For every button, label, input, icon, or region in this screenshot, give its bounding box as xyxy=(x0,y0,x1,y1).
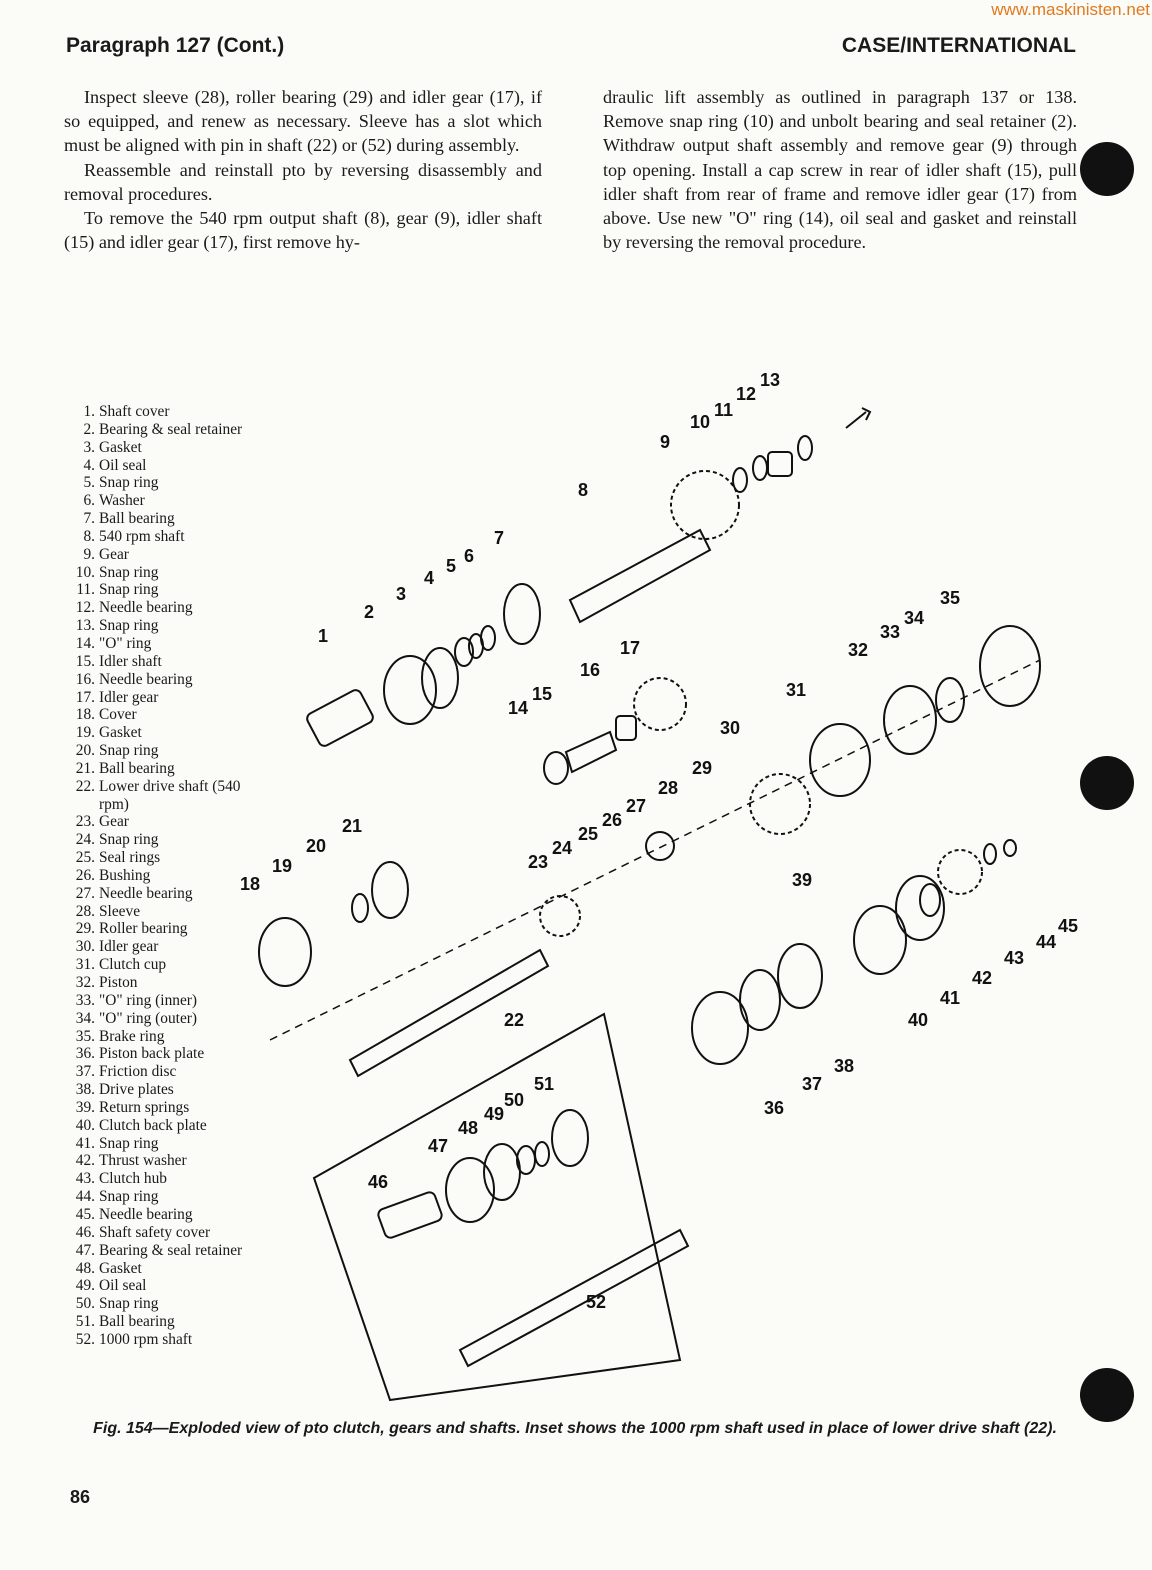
callout-34: 34 xyxy=(904,608,925,628)
legend-text: Seal rings xyxy=(99,849,161,867)
callout-1: 1 xyxy=(318,626,329,646)
callout-9: 9 xyxy=(660,432,671,452)
legend-number: 1. xyxy=(83,403,95,420)
body-paragraph: draulic lift assembly as outlined in paragraph 137 or 138. Remove snap ring (10) and unbolt bearing and seal retainer (2). Withdraw output shaft assembly and remove gear (9) through top opening. Install a cap screw in rear of idler shaft (15), pull idler shaft from rear of frame and remove idler gear (17) from above. Use new "O" ring (14), oil seal and gasket and reinstall by reversing the removal procedure. xyxy=(603,87,1077,253)
callout-13: 13 xyxy=(760,370,781,390)
callout-16: 16 xyxy=(580,660,601,680)
callout-27: 27 xyxy=(626,796,647,816)
bearing-retainer-part xyxy=(384,656,436,724)
legend-text: Needle bearing xyxy=(99,884,193,902)
callout-33: 33 xyxy=(880,622,901,642)
callout-8: 8 xyxy=(578,480,589,500)
legend-number: 40. xyxy=(75,1116,95,1134)
legend-text: Gear xyxy=(99,813,129,831)
legend-text: Sleeve xyxy=(99,902,141,920)
legend-number: 12. xyxy=(75,599,95,617)
legend-text: Ball bearing xyxy=(99,759,175,777)
figure-caption: Fig. 154—Exploded view of pto clutch, gears and shafts. Inset shows the 1000 rpm shaft used in place of lower drive shaft (22). xyxy=(93,1420,1057,1437)
idler-gear-part xyxy=(750,774,810,834)
legend-number: 35. xyxy=(75,1027,95,1045)
legend-text: Drive plates xyxy=(99,1081,174,1099)
legend-number: 36. xyxy=(75,1045,95,1063)
callout-52: 52 xyxy=(586,1292,607,1312)
shaft-1000-part xyxy=(460,1230,688,1366)
washer-part xyxy=(481,626,495,650)
piston-part xyxy=(884,686,936,754)
legend-text: Snap ring xyxy=(99,1295,159,1313)
ball-bearing-part xyxy=(504,584,540,644)
text-column-left xyxy=(64,85,542,254)
legend-text: Needle bearing xyxy=(99,599,193,617)
legend-text: Snap ring xyxy=(99,1134,159,1152)
callout-15: 15 xyxy=(532,684,553,704)
callout-labels xyxy=(240,370,1078,1312)
legend-text: Oil seal xyxy=(99,456,147,474)
legend-number: 34. xyxy=(75,1009,95,1027)
legend-number: 26. xyxy=(75,866,95,884)
legend-number: 7. xyxy=(83,510,95,528)
legend-number: 17. xyxy=(75,688,95,706)
callout-31: 31 xyxy=(786,680,807,700)
callout-24: 24 xyxy=(552,838,573,858)
o-ring-part xyxy=(544,752,568,784)
legend-number: 3. xyxy=(83,438,95,456)
snap-ring-part xyxy=(896,876,944,940)
legend-number: 23. xyxy=(75,813,95,831)
callout-38: 38 xyxy=(834,1056,855,1076)
inset-1000-rpm-shaft xyxy=(314,1014,688,1400)
gasket-part xyxy=(422,648,458,708)
o-ring-part xyxy=(936,678,964,722)
legend-number: 5. xyxy=(83,474,95,492)
legend-number: 39. xyxy=(75,1098,95,1116)
body-paragraph: Reassemble and reinstall pto by reversing disassembly and removal procedures. xyxy=(64,159,542,204)
thrust-washer-part xyxy=(920,884,940,916)
callout-26: 26 xyxy=(602,810,623,830)
callout-46: 46 xyxy=(368,1172,389,1192)
manual-title: CASE/INTERNATIONAL xyxy=(841,34,1076,57)
legend-number: 33. xyxy=(75,991,95,1009)
callout-42: 42 xyxy=(972,968,993,988)
legend-text: Ball bearing xyxy=(99,1313,175,1331)
site-watermark: www.maskinisten.net xyxy=(991,0,1150,19)
callout-11: 11 xyxy=(714,400,734,420)
legend-number: 30. xyxy=(75,938,95,956)
legend-text: Ball bearing xyxy=(99,510,175,528)
legend-number: 48. xyxy=(75,1259,95,1277)
legend-text: Clutch back plate xyxy=(99,1116,207,1134)
needle-bearing-part xyxy=(616,716,636,740)
legend-text: Oil seal xyxy=(99,1277,147,1295)
legend-text: Gasket xyxy=(99,1259,142,1277)
legend-text: "O" ring (outer) xyxy=(99,1009,198,1027)
callout-49: 49 xyxy=(484,1104,505,1124)
brake-ring-part xyxy=(980,626,1040,706)
text-column-right xyxy=(603,85,1077,254)
callout-32: 32 xyxy=(848,640,869,660)
snap-ring-part xyxy=(798,436,812,460)
snap-ring-part xyxy=(733,468,747,492)
legend-number: 31. xyxy=(75,956,95,974)
callout-41: 41 xyxy=(940,988,961,1008)
direction-arrow-icon xyxy=(846,408,870,428)
friction-disc-part xyxy=(740,970,780,1030)
needle-bearing-part xyxy=(1004,840,1016,856)
snap-ring-part xyxy=(352,894,368,922)
legend-number: 20. xyxy=(75,742,95,760)
clutch-back-plate-part xyxy=(854,906,906,974)
paragraph-heading: Paragraph 127 (Cont.) xyxy=(66,34,285,57)
callout-48: 48 xyxy=(458,1118,479,1138)
body-paragraph: Inspect sleeve (28), roller bearing (29) and idler gear (17), if so equipped, and renew as necessary. Sleeve has a slot which must be aligned with pin in shaft (22) or (52) during assembly. xyxy=(64,87,542,156)
oil-seal-part xyxy=(517,1146,535,1174)
callout-17: 17 xyxy=(620,638,641,658)
legend-number: 8. xyxy=(83,527,95,545)
legend-number: 21. xyxy=(75,759,95,777)
legend-number: 27. xyxy=(75,884,95,902)
legend-text: "O" ring xyxy=(99,634,152,652)
legend-text: Snap ring xyxy=(99,581,159,599)
callout-14: 14 xyxy=(508,698,529,718)
snap-ring-part xyxy=(753,456,767,480)
page-number: 86 xyxy=(70,1487,91,1507)
legend-text: Piston back plate xyxy=(99,1045,205,1063)
legend-number: 11. xyxy=(76,581,95,599)
callout-30: 30 xyxy=(720,718,741,738)
sleeve-part xyxy=(646,832,674,860)
legend-number: 15. xyxy=(75,652,95,670)
legend-number: 44. xyxy=(75,1188,95,1206)
inset-frame xyxy=(314,1014,680,1400)
legend-text: Gasket xyxy=(99,724,142,742)
snap-ring-part xyxy=(535,1142,549,1166)
legend-text: Snap ring xyxy=(99,742,159,760)
callout-51: 51 xyxy=(534,1074,555,1094)
legend-number: 4. xyxy=(83,456,95,474)
legend-number: 49. xyxy=(75,1277,95,1295)
legend-text: Shaft safety cover xyxy=(99,1223,211,1241)
legend-text: Cover xyxy=(99,706,137,724)
callout-50: 50 xyxy=(504,1090,525,1110)
idler-gear-part xyxy=(634,678,686,730)
exploded-view-diagram xyxy=(240,360,1080,1410)
legend-text: Needle bearing xyxy=(99,670,193,688)
legend-number: 41. xyxy=(75,1134,95,1152)
callout-37: 37 xyxy=(802,1074,823,1094)
legend-text: Gasket xyxy=(99,438,142,456)
binder-hole-icon xyxy=(1080,756,1134,810)
snap-ring-part xyxy=(984,844,996,864)
callout-40: 40 xyxy=(908,1010,929,1030)
legend-text: Gear xyxy=(99,545,129,563)
callout-29: 29 xyxy=(692,758,713,778)
shaft-safety-cover-part xyxy=(377,1191,444,1240)
legend-text: Washer xyxy=(99,492,145,510)
legend-text: Snap ring xyxy=(99,617,159,635)
legend-number: 19. xyxy=(75,724,95,742)
legend-text: Return springs xyxy=(99,1098,190,1116)
legend-number: 46. xyxy=(75,1223,95,1241)
legend-text: Brake ring xyxy=(99,1027,165,1045)
callout-44: 44 xyxy=(1036,932,1057,952)
callout-23: 23 xyxy=(528,852,549,872)
callout-47: 47 xyxy=(428,1136,449,1156)
callout-4: 4 xyxy=(424,568,435,588)
legend-number: 47. xyxy=(75,1241,95,1259)
callout-12: 12 xyxy=(736,384,757,404)
callout-19: 19 xyxy=(272,856,293,876)
legend-text: Snap ring xyxy=(99,831,159,849)
legend-number: 42. xyxy=(75,1152,95,1170)
legend-number: 22. xyxy=(75,777,95,795)
callout-18: 18 xyxy=(240,874,261,894)
callout-5: 5 xyxy=(446,556,457,576)
legend-number: 9. xyxy=(83,545,95,563)
callout-36: 36 xyxy=(764,1098,785,1118)
legend-text: Snap ring xyxy=(99,1188,159,1206)
legend-text: Lower drive shaft (540 rpm) xyxy=(99,777,241,813)
legend-text: Bearing & seal retainer xyxy=(99,1241,243,1259)
legend-number: 2. xyxy=(83,420,95,438)
bearing-retainer-part xyxy=(446,1158,494,1222)
legend-text: Roller bearing xyxy=(99,920,188,938)
legend-number: 28. xyxy=(75,902,95,920)
idler-shaft-assembly xyxy=(544,678,686,784)
legend-number: 32. xyxy=(75,974,95,991)
ball-bearing-part xyxy=(552,1110,588,1166)
legend-text: Clutch cup xyxy=(99,956,167,974)
callout-2: 2 xyxy=(364,602,375,622)
legend-number: 51. xyxy=(75,1313,95,1331)
legend-number: 13. xyxy=(75,617,95,635)
clutch-hub-part xyxy=(938,850,982,894)
gear-part xyxy=(540,896,580,936)
shaft-540-part xyxy=(570,530,710,622)
legend-text: Friction disc xyxy=(99,1063,177,1081)
legend-text: 540 rpm shaft xyxy=(99,527,185,545)
body-paragraph: To remove the 540 rpm output shaft (8), gear (9), idler shaft (15) and idler gear (17), first remove hy- xyxy=(64,208,542,253)
legend-text: 1000 rpm shaft xyxy=(99,1330,193,1348)
legend-text: Needle bearing xyxy=(99,1205,193,1223)
legend-text: Shaft cover xyxy=(99,403,170,420)
legend-number: 6. xyxy=(83,492,95,510)
callout-21: 21 xyxy=(342,816,363,836)
binder-hole-icon xyxy=(1080,142,1134,196)
callout-28: 28 xyxy=(658,778,679,798)
clutch-assembly xyxy=(259,626,1040,1076)
callout-45: 45 xyxy=(1058,916,1079,936)
legend-number: 29. xyxy=(75,920,95,938)
legend-number: 25. xyxy=(75,849,95,867)
centerline xyxy=(270,660,1040,1040)
legend-text: Thrust washer xyxy=(99,1152,187,1170)
callout-7: 7 xyxy=(494,528,505,548)
legend-number: 45. xyxy=(75,1205,95,1223)
legend-text: Idler shaft xyxy=(99,652,162,670)
legend-text: Clutch hub xyxy=(99,1170,167,1188)
legend-text: "O" ring (inner) xyxy=(99,991,198,1009)
callout-22: 22 xyxy=(504,1010,525,1030)
legend-text: Idler gear xyxy=(99,688,159,706)
legend-number: 16. xyxy=(75,670,95,688)
legend-number: 10. xyxy=(75,563,95,581)
legend-text: Idler gear xyxy=(99,938,159,956)
legend-number: 18. xyxy=(75,706,95,724)
legend-number: 14. xyxy=(75,634,95,652)
needle-bearing-part xyxy=(768,452,792,476)
legend-text: Piston xyxy=(99,974,138,991)
clutch-cup-part xyxy=(810,724,870,796)
ball-bearing-part xyxy=(372,862,408,918)
binder-hole-icon xyxy=(1080,1368,1134,1422)
callout-35: 35 xyxy=(940,588,961,608)
cover-part xyxy=(259,918,311,986)
legend-number: 43. xyxy=(75,1170,95,1188)
callout-20: 20 xyxy=(306,836,327,856)
legend-number: 50. xyxy=(75,1295,95,1313)
callout-6: 6 xyxy=(464,546,475,566)
gear-part xyxy=(671,471,739,539)
legend-text: Snap ring xyxy=(99,563,159,581)
idler-shaft-part xyxy=(566,732,616,772)
callout-39: 39 xyxy=(792,870,813,890)
legend-number: 38. xyxy=(75,1081,95,1099)
callout-10: 10 xyxy=(690,412,711,432)
legend-text: Bushing xyxy=(99,866,151,884)
callout-25: 25 xyxy=(578,824,599,844)
callout-3: 3 xyxy=(396,584,407,604)
legend-text: Snap ring xyxy=(99,474,159,492)
drive-plate-part xyxy=(778,944,822,1008)
callout-43: 43 xyxy=(1004,948,1025,968)
legend-number: 24. xyxy=(75,831,95,849)
legend-number: 52. xyxy=(75,1330,95,1348)
shaft-cover-part xyxy=(305,688,375,748)
legend-text: Bearing & seal retainer xyxy=(99,420,243,438)
legend-number: 37. xyxy=(75,1063,95,1081)
